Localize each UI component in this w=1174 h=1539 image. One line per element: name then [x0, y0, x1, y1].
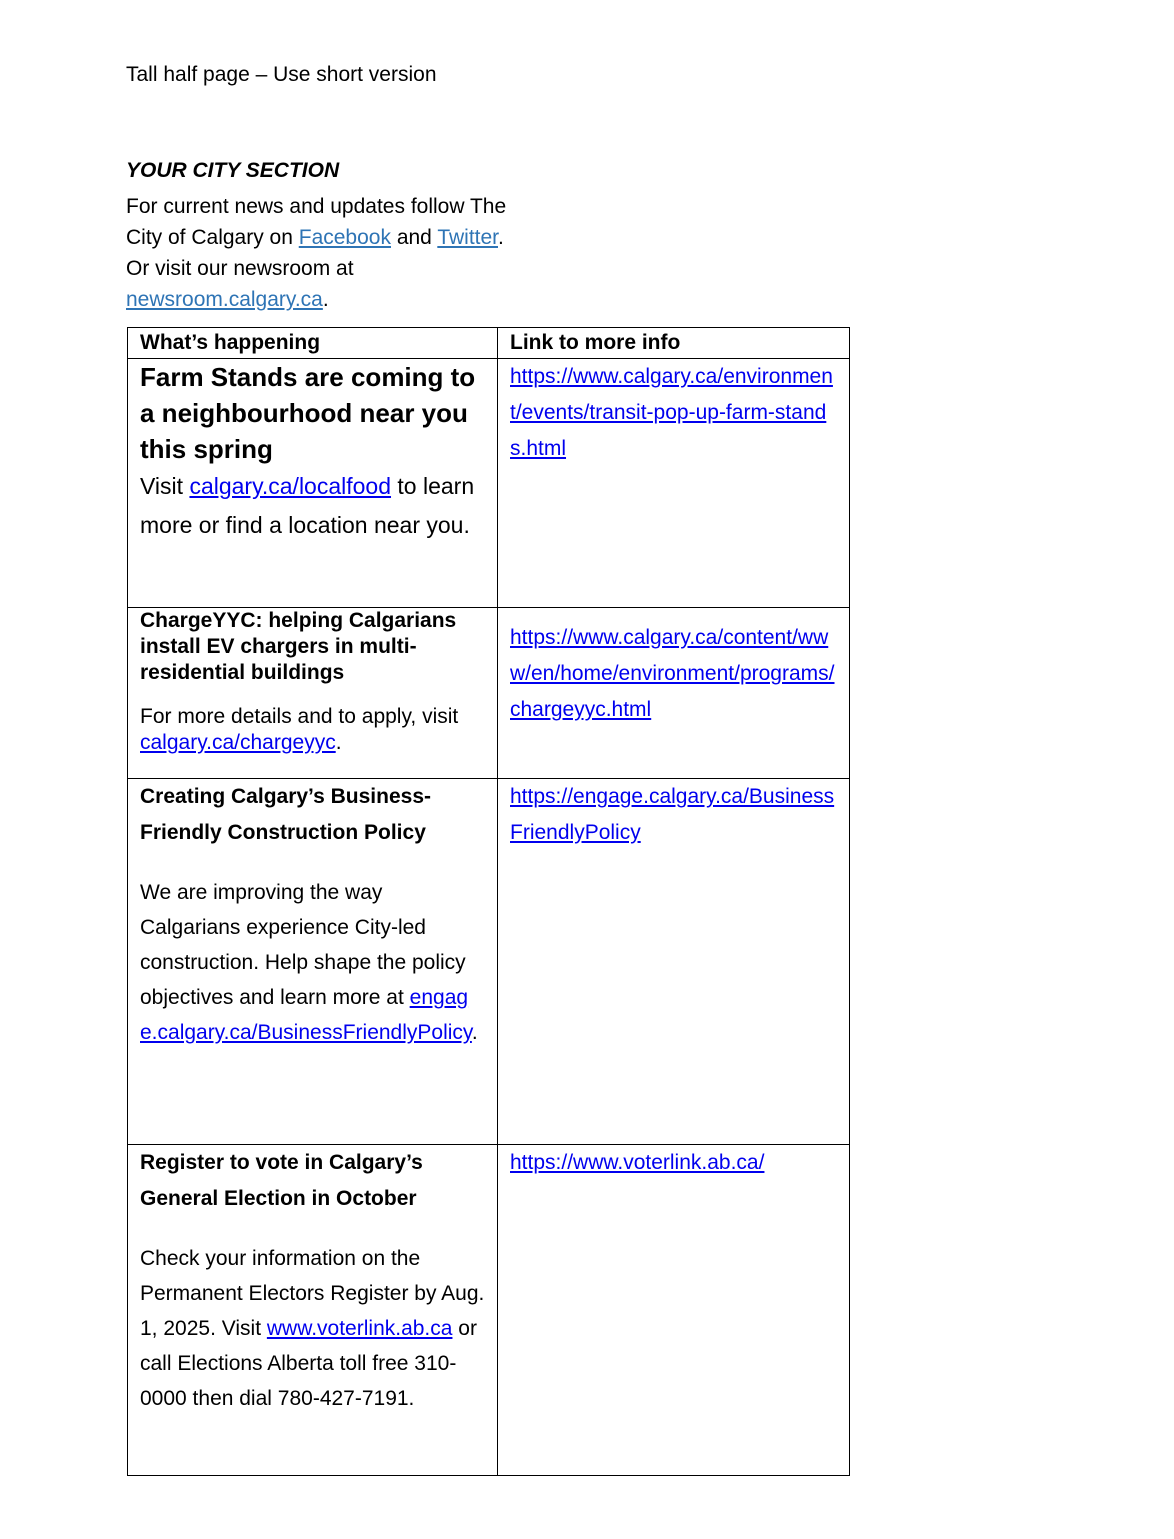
item-body-text: For more details and to apply, visit — [140, 705, 459, 728]
intro-text-4: . — [322, 288, 329, 311]
item-body-link[interactable]: www.voterlink.ab.ca — [266, 1317, 453, 1340]
section-heading: YOUR CITY SECTION — [126, 159, 340, 182]
table-row — [128, 359, 850, 608]
table-row — [128, 1145, 850, 1476]
item-title: ChargeYYC: helping Calgarians install EV chargers in multi-residential buildings — [140, 609, 457, 684]
item-cell — [128, 608, 498, 779]
more-info-link[interactable]: https://www.calgary.ca/environment/events/transit-pop-up-farm-stands.html — [510, 365, 833, 460]
item-title: Farm Stands are coming to a neighbourhood near you this spring — [140, 362, 476, 464]
column-header-whats-happening: What’s happening — [128, 328, 498, 359]
twitter-link[interactable]: Twitter — [437, 226, 498, 249]
more-info-link[interactable]: https://www.voterlink.ab.ca/ — [510, 1151, 765, 1174]
table-header-row — [128, 328, 850, 359]
facebook-link[interactable]: Facebook — [298, 226, 391, 249]
item-body-text: Visit — [140, 473, 190, 499]
intro-text-1: For current news and updates follow The City of Calgary on — [126, 195, 507, 249]
item-body — [140, 1241, 485, 1416]
item-body-text: Check your information on the Permanent Electors Register by Aug. 1, 2025. Visit — [140, 1247, 485, 1340]
intro-paragraph — [126, 191, 526, 315]
item-body-link[interactable]: engage.calgary.ca/BusinessFriendlyPolicy — [140, 986, 472, 1044]
newsroom-link[interactable]: newsroom.calgary.ca — [126, 288, 323, 311]
item-body-text: We are improving the way Calgarians experience City-led construction. Help shape the policy objectives and learn more at — [140, 881, 466, 1009]
item-cell — [128, 779, 498, 1145]
item-body-link[interactable]: calgary.ca/chargeyyc — [140, 731, 336, 754]
item-cell — [128, 1145, 498, 1476]
link-cell — [498, 359, 850, 608]
item-body-text: . — [471, 1021, 478, 1044]
item-body-link[interactable]: calgary.ca/localfood — [189, 473, 392, 499]
link-cell — [498, 1145, 850, 1476]
item-cell — [128, 359, 498, 608]
item-title: Creating Calgary’s Business-Friendly Construction Policy — [140, 785, 431, 844]
item-title: Register to vote in Calgary’s General Election in October — [140, 1151, 423, 1210]
news-table — [127, 327, 850, 1476]
item-body-text: to learn more or find a location near you. — [140, 473, 475, 538]
item-body — [140, 875, 485, 1050]
link-cell — [498, 608, 850, 779]
intro-text-3: . Or visit our newsroom at — [126, 226, 504, 280]
more-info-link[interactable]: https://engage.calgary.ca/BusinessFriendlyPolicy — [510, 785, 835, 844]
intro-text-2: and — [390, 226, 438, 249]
more-info-link[interactable]: https://www.calgary.ca/content/www/en/home/environment/programs/chargeyyc.html — [510, 626, 835, 721]
item-body — [140, 467, 485, 545]
table-row — [128, 779, 850, 1145]
item-body-text: . — [335, 731, 342, 754]
link-cell — [498, 779, 850, 1145]
table-row — [128, 608, 850, 779]
page-note: Tall half page – Use short version — [126, 63, 437, 86]
item-body-text: or call Elections Alberta toll free 310-0000 then dial 780-427-7191. — [140, 1317, 477, 1410]
column-header-link: Link to more info — [498, 328, 850, 359]
item-body — [140, 704, 485, 756]
